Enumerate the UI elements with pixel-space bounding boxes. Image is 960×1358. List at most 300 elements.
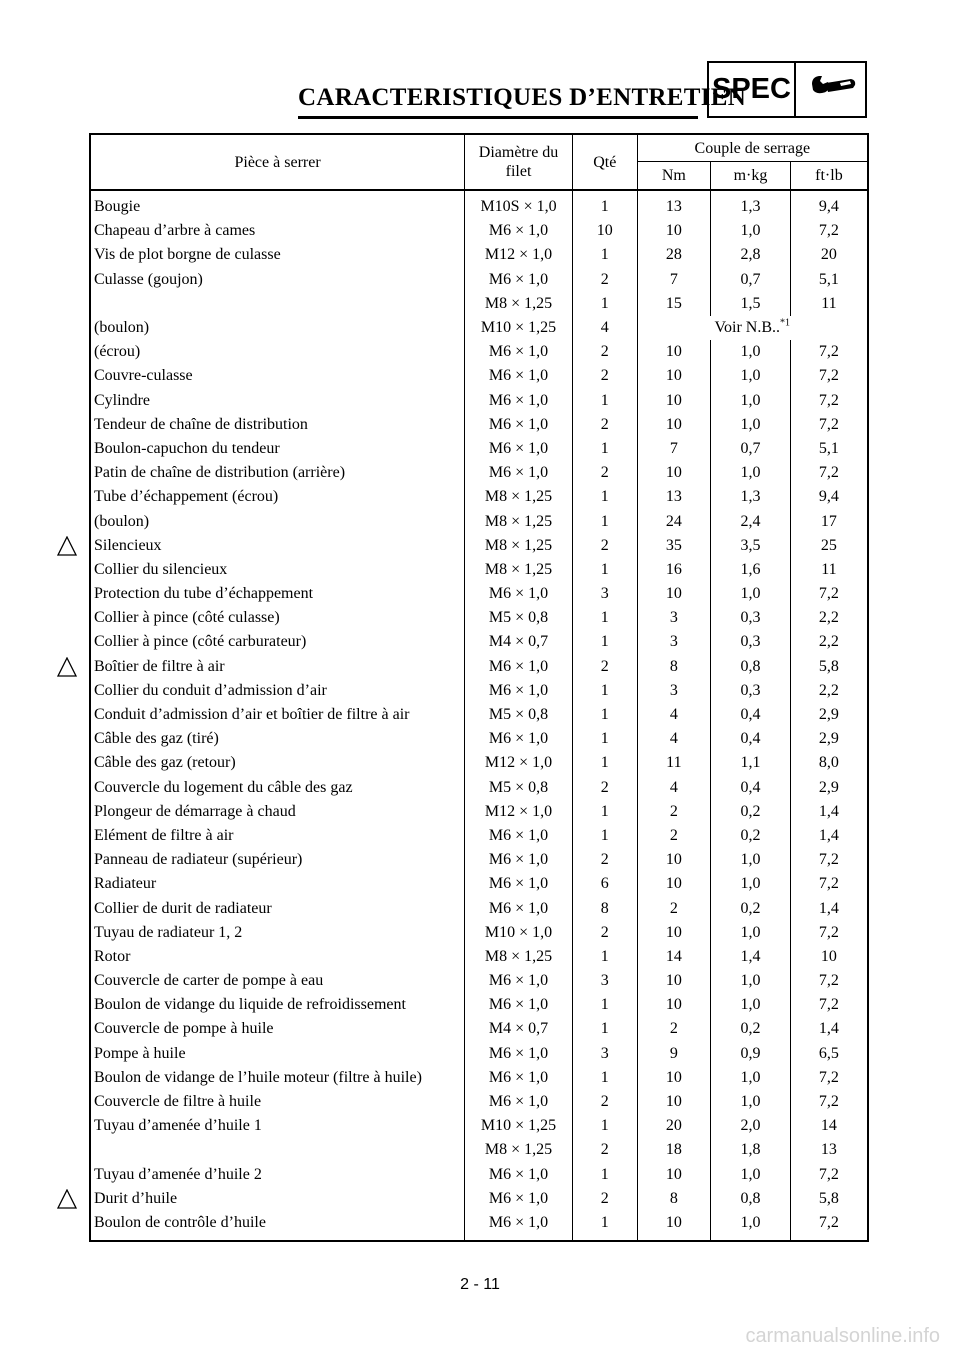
cell-ftlb: 7,2	[790, 1090, 868, 1114]
cell-part: Pompe à huile	[90, 1042, 465, 1066]
cell-nm: 3	[637, 630, 711, 654]
cell-nm: 10	[637, 1211, 711, 1241]
cell-thread: M6 × 1,0	[465, 582, 573, 606]
cell-qty: 1	[572, 389, 637, 413]
watermark: carmanualsonline.info	[745, 1325, 940, 1347]
cell-part: Boulon-capuchon du tendeur	[90, 437, 465, 461]
cell-nm: 4	[637, 776, 711, 800]
table-row	[90, 509, 868, 533]
cell-part: Collier à pince (côté carburateur)	[90, 630, 465, 654]
cell-ftlb: 13	[790, 1138, 868, 1162]
table-row	[90, 534, 868, 558]
cell-nm: 7	[637, 437, 711, 461]
cell-thread: M6 × 1,0	[465, 461, 573, 485]
cell-qty: 4	[572, 316, 637, 340]
cell-thread: M8 × 1,25	[465, 509, 573, 533]
table-row	[90, 993, 868, 1017]
torque-table	[89, 133, 869, 1242]
cell-thread: M6 × 1,0	[465, 848, 573, 872]
cell-mkg: 1,0	[711, 340, 791, 364]
table-row	[90, 776, 868, 800]
cell-ftlb: 5,1	[790, 437, 868, 461]
cell-ftlb: 9,4	[790, 485, 868, 509]
cell-ftlb: 7,2	[790, 993, 868, 1017]
cell-ftlb: 7,2	[790, 461, 868, 485]
cell-mkg: 0,2	[711, 824, 791, 848]
cell-ftlb: 17	[790, 509, 868, 533]
cell-ftlb: 2,9	[790, 703, 868, 727]
cell-mkg: 1,0	[711, 461, 791, 485]
cell-thread: M6 × 1,0	[465, 437, 573, 461]
table-row	[90, 800, 868, 824]
note-superscript: *1	[780, 317, 791, 329]
cell-part: Panneau de radiateur (supérieur)	[90, 848, 465, 872]
table-row	[90, 630, 868, 654]
cell-ftlb: 2,9	[790, 727, 868, 751]
cell-nm: 10	[637, 921, 711, 945]
cell-mkg: 1,0	[711, 389, 791, 413]
cell-mkg: 1,0	[711, 921, 791, 945]
cell-qty: 1	[572, 945, 637, 969]
cell-thread: M10 × 1,25	[465, 1114, 573, 1138]
cell-thread: M8 × 1,25	[465, 534, 573, 558]
cell-mkg: 1,8	[711, 1138, 791, 1162]
cell-ftlb: 2,9	[790, 776, 868, 800]
table-row	[90, 437, 868, 461]
cell-nm: 14	[637, 945, 711, 969]
cell-ftlb: 5,8	[790, 1187, 868, 1211]
cell-thread: M8 × 1,25	[465, 1138, 573, 1162]
cell-mkg: 2,8	[711, 243, 791, 267]
cell-mkg: 1,0	[711, 219, 791, 243]
cell-ftlb: 2,2	[790, 630, 868, 654]
cell-nm: 3	[637, 679, 711, 703]
cell-part: Boulon de vidange du liquide de refroidissement	[90, 993, 465, 1017]
cell-qty: 1	[572, 1017, 637, 1041]
cell-nm: 2	[637, 824, 711, 848]
cell-ftlb: 1,4	[790, 1017, 868, 1041]
header-part: Pièce à serrer	[90, 134, 465, 190]
cell-qty: 3	[572, 1042, 637, 1066]
cell-qty: 10	[572, 219, 637, 243]
table-row	[90, 727, 868, 751]
table-row	[90, 243, 868, 267]
cell-qty: 1	[572, 630, 637, 654]
cell-part: Radiateur	[90, 872, 465, 896]
table-row	[90, 1114, 868, 1138]
cell-qty: 2	[572, 776, 637, 800]
cell-part: Collier du conduit d’admission d’air	[90, 679, 465, 703]
cell-ftlb: 7,2	[790, 848, 868, 872]
table-row	[90, 316, 868, 340]
cell-qty: 2	[572, 1138, 637, 1162]
cell-nm: 10	[637, 340, 711, 364]
table-body	[90, 190, 868, 1241]
cell-thread: M6 × 1,0	[465, 1163, 573, 1187]
change-marker-icon	[57, 536, 77, 556]
cell-mkg: 1,4	[711, 945, 791, 969]
cell-ftlb: 7,2	[790, 1066, 868, 1090]
cell-mkg: 2,0	[711, 1114, 791, 1138]
cell-ftlb: 5,1	[790, 268, 868, 292]
cell-part: Collier du silencieux	[90, 558, 465, 582]
table-row	[90, 1187, 868, 1211]
header-ftlb: ft·lb	[790, 162, 868, 191]
cell-nm: 10	[637, 364, 711, 388]
cell-part: Protection du tube d’échappement	[90, 582, 465, 606]
cell-qty: 3	[572, 582, 637, 606]
cell-nm: 9	[637, 1042, 711, 1066]
cell-qty: 2	[572, 921, 637, 945]
cell-nm: 8	[637, 655, 711, 679]
cell-thread: M6 × 1,0	[465, 679, 573, 703]
wrench-icon	[809, 73, 857, 107]
cell-part: Boulon de vidange de l’huile moteur (filtre à huile)	[90, 1066, 465, 1090]
cell-part: Plongeur de démarrage à chaud	[90, 800, 465, 824]
cell-nm: 10	[637, 413, 711, 437]
cell-nm: 10	[637, 1163, 711, 1187]
table-row	[90, 340, 868, 364]
cell-ftlb: 7,2	[790, 872, 868, 896]
cell-qty: 1	[572, 1163, 637, 1187]
cell-part: (boulon)	[90, 316, 465, 340]
cell-ftlb: 2,2	[790, 606, 868, 630]
cell-qty: 1	[572, 243, 637, 267]
cell-thread: M12 × 1,0	[465, 751, 573, 775]
cell-qty: 2	[572, 413, 637, 437]
cell-mkg: 1,0	[711, 1090, 791, 1114]
cell-ftlb: 6,5	[790, 1042, 868, 1066]
cell-qty: 2	[572, 1187, 637, 1211]
cell-mkg: 1,0	[711, 1211, 791, 1241]
cell-thread: M6 × 1,0	[465, 993, 573, 1017]
cell-nm: 16	[637, 558, 711, 582]
cell-nm: 10	[637, 461, 711, 485]
cell-ftlb: 8,0	[790, 751, 868, 775]
cell-mkg: 1,0	[711, 969, 791, 993]
cell-nm: 2	[637, 800, 711, 824]
cell-qty: 1	[572, 509, 637, 533]
cell-ftlb: 7,2	[790, 413, 868, 437]
table-row	[90, 1017, 868, 1041]
cell-thread: M6 × 1,0	[465, 1090, 573, 1114]
note-text: Voir N.B..	[714, 319, 781, 337]
cell-nm: 10	[637, 993, 711, 1017]
cell-part: Collier de durit de radiateur	[90, 896, 465, 920]
cell-thread: M6 × 1,0	[465, 872, 573, 896]
table-row	[90, 1066, 868, 1090]
cell-mkg: 1,3	[711, 485, 791, 509]
cell-part: Vis de plot borgne de culasse	[90, 243, 465, 267]
cell-ftlb: 7,2	[790, 1211, 868, 1241]
cell-qty: 1	[572, 485, 637, 509]
cell-nm: 10	[637, 969, 711, 993]
cell-mkg: 1,0	[711, 872, 791, 896]
cell-qty: 2	[572, 340, 637, 364]
cell-part: Couvre-culasse	[90, 364, 465, 388]
cell-qty: 1	[572, 800, 637, 824]
cell-nm: 28	[637, 243, 711, 267]
cell-ftlb: 1,4	[790, 824, 868, 848]
cell-mkg: 0,7	[711, 268, 791, 292]
cell-thread: M6 × 1,0	[465, 824, 573, 848]
cell-part: Durit d’huile	[90, 1187, 465, 1211]
cell-ftlb: 25	[790, 534, 868, 558]
cell-ftlb: 9,4	[790, 190, 868, 219]
cell-part: Tuyau d’amenée d’huile 2	[90, 1163, 465, 1187]
cell-nm: 18	[637, 1138, 711, 1162]
cell-mkg: 0,3	[711, 630, 791, 654]
spec-label: SPEC	[712, 73, 791, 105]
cell-part	[90, 292, 465, 316]
cell-part: Bougie	[90, 190, 465, 219]
cell-ftlb: 1,4	[790, 800, 868, 824]
cell-thread: M6 × 1,0	[465, 219, 573, 243]
cell-part: Tube d’échappement (écrou)	[90, 485, 465, 509]
cell-mkg: 0,4	[711, 776, 791, 800]
cell-qty: 2	[572, 848, 637, 872]
cell-part: Culasse (goujon)	[90, 268, 465, 292]
cell-mkg: 1,0	[711, 1163, 791, 1187]
table-row	[90, 1163, 868, 1187]
cell-thread: M6 × 1,0	[465, 969, 573, 993]
cell-ftlb: 10	[790, 945, 868, 969]
cell-nm: 11	[637, 751, 711, 775]
cell-thread: M10 × 1,25	[465, 316, 573, 340]
table-row	[90, 1090, 868, 1114]
cell-nm: 35	[637, 534, 711, 558]
cell-mkg: 0,7	[711, 437, 791, 461]
cell-ftlb: 7,2	[790, 389, 868, 413]
cell-part: Couvercle de filtre à huile	[90, 1090, 465, 1114]
cell-part: Tuyau d’amenée d’huile 1	[90, 1114, 465, 1138]
cell-qty: 1	[572, 606, 637, 630]
cell-qty: 1	[572, 703, 637, 727]
cell-nm: 4	[637, 703, 711, 727]
cell-ftlb: 7,2	[790, 364, 868, 388]
cell-ftlb: 20	[790, 243, 868, 267]
cell-thread: M6 × 1,0	[465, 1187, 573, 1211]
cell-part: Cylindre	[90, 389, 465, 413]
cell-ftlb: 7,2	[790, 969, 868, 993]
cell-nm: 24	[637, 509, 711, 533]
table-row	[90, 872, 868, 896]
cell-part: Boulon de contrôle d’huile	[90, 1211, 465, 1241]
cell-ftlb: 11	[790, 558, 868, 582]
cell-thread: M6 × 1,0	[465, 340, 573, 364]
cell-qty: 2	[572, 268, 637, 292]
cell-nm: 2	[637, 1017, 711, 1041]
cell-nm: 10	[637, 872, 711, 896]
cell-note	[637, 316, 868, 340]
cell-part: Boîtier de filtre à air	[90, 655, 465, 679]
cell-thread: M10 × 1,0	[465, 921, 573, 945]
cell-ftlb: 2,2	[790, 679, 868, 703]
table-row	[90, 461, 868, 485]
cell-mkg: 1,6	[711, 558, 791, 582]
cell-thread: M8 × 1,25	[465, 558, 573, 582]
header-qty: Qté	[572, 134, 637, 190]
table-row	[90, 219, 868, 243]
cell-thread: M6 × 1,0	[465, 364, 573, 388]
change-marker-icon	[57, 657, 77, 677]
cell-thread: M4 × 0,7	[465, 630, 573, 654]
table-row	[90, 945, 868, 969]
spec-divider	[794, 63, 796, 116]
cell-qty: 1	[572, 1114, 637, 1138]
cell-thread: M6 × 1,0	[465, 1066, 573, 1090]
cell-mkg: 0,2	[711, 896, 791, 920]
cell-qty: 1	[572, 437, 637, 461]
cell-thread: M12 × 1,0	[465, 800, 573, 824]
cell-nm: 13	[637, 485, 711, 509]
cell-nm: 13	[637, 190, 711, 219]
cell-ftlb: 7,2	[790, 1163, 868, 1187]
table-row	[90, 1138, 868, 1162]
cell-thread: M6 × 1,0	[465, 1042, 573, 1066]
cell-part: Tuyau de radiateur 1, 2	[90, 921, 465, 945]
cell-ftlb: 1,4	[790, 896, 868, 920]
table-row	[90, 896, 868, 920]
cell-nm: 7	[637, 268, 711, 292]
cell-part: (écrou)	[90, 340, 465, 364]
cell-qty: 6	[572, 872, 637, 896]
cell-nm: 4	[637, 727, 711, 751]
table-row	[90, 969, 868, 993]
table-row	[90, 389, 868, 413]
cell-qty: 2	[572, 1090, 637, 1114]
cell-thread: M6 × 1,0	[465, 389, 573, 413]
header-mkg: m·kg	[711, 162, 791, 191]
table-row	[90, 751, 868, 775]
cell-part: Patin de chaîne de distribution (arrière)	[90, 461, 465, 485]
cell-nm: 10	[637, 582, 711, 606]
cell-thread: M5 × 0,8	[465, 606, 573, 630]
cell-nm: 10	[637, 848, 711, 872]
cell-mkg: 1,3	[711, 190, 791, 219]
cell-ftlb: 5,8	[790, 655, 868, 679]
cell-mkg: 1,0	[711, 993, 791, 1017]
cell-part: Rotor	[90, 945, 465, 969]
cell-ftlb: 7,2	[790, 219, 868, 243]
cell-qty: 1	[572, 824, 637, 848]
cell-mkg: 0,2	[711, 1017, 791, 1041]
cell-thread: M12 × 1,0	[465, 243, 573, 267]
table-row	[90, 190, 868, 219]
cell-mkg: 1,0	[711, 364, 791, 388]
table-row	[90, 679, 868, 703]
cell-mkg: 0,4	[711, 727, 791, 751]
header-torque: Couple de serrage	[637, 134, 868, 162]
cell-qty: 1	[572, 190, 637, 219]
cell-mkg: 1,0	[711, 413, 791, 437]
cell-mkg: 1,1	[711, 751, 791, 775]
cell-qty: 1	[572, 1211, 637, 1241]
cell-part: Câble des gaz (retour)	[90, 751, 465, 775]
cell-nm: 10	[637, 219, 711, 243]
table-row	[90, 485, 868, 509]
cell-qty: 2	[572, 461, 637, 485]
cell-part: Conduit d’admission d’air et boîtier de filtre à air	[90, 703, 465, 727]
table-row	[90, 292, 868, 316]
cell-part: Couvercle de carter de pompe à eau	[90, 969, 465, 993]
header-rule	[298, 116, 698, 119]
table-row	[90, 558, 868, 582]
table-row	[90, 921, 868, 945]
table-row	[90, 824, 868, 848]
table-row	[90, 1211, 868, 1241]
cell-qty: 1	[572, 292, 637, 316]
table-row	[90, 582, 868, 606]
cell-thread: M8 × 1,25	[465, 485, 573, 509]
cell-thread: M6 × 1,0	[465, 655, 573, 679]
cell-qty: 2	[572, 655, 637, 679]
header-thread: Diamètre du filet	[465, 134, 573, 190]
cell-mkg: 1,0	[711, 582, 791, 606]
cell-nm: 10	[637, 1090, 711, 1114]
cell-nm: 20	[637, 1114, 711, 1138]
cell-thread: M10S × 1,0	[465, 190, 573, 219]
cell-thread: M5 × 0,8	[465, 776, 573, 800]
header-nm: Nm	[637, 162, 711, 191]
cell-mkg: 0,8	[711, 1187, 791, 1211]
cell-qty: 1	[572, 751, 637, 775]
cell-nm: 10	[637, 1066, 711, 1090]
cell-qty: 1	[572, 679, 637, 703]
cell-qty: 1	[572, 993, 637, 1017]
cell-part	[90, 1138, 465, 1162]
table-row	[90, 413, 868, 437]
cell-thread: M6 × 1,0	[465, 727, 573, 751]
cell-ftlb: 7,2	[790, 340, 868, 364]
cell-mkg: 0,2	[711, 800, 791, 824]
page-number: 2 - 11	[460, 1276, 500, 1293]
cell-thread: M6 × 1,0	[465, 413, 573, 437]
cell-qty: 1	[572, 558, 637, 582]
cell-thread: M8 × 1,25	[465, 945, 573, 969]
cell-mkg: 3,5	[711, 534, 791, 558]
cell-ftlb: 7,2	[790, 582, 868, 606]
cell-mkg: 1,0	[711, 1066, 791, 1090]
cell-nm: 8	[637, 1187, 711, 1211]
cell-mkg: 0,3	[711, 679, 791, 703]
cell-thread: M5 × 0,8	[465, 703, 573, 727]
cell-mkg: 0,4	[711, 703, 791, 727]
cell-qty: 8	[572, 896, 637, 920]
cell-thread: M4 × 0,7	[465, 1017, 573, 1041]
cell-ftlb: 11	[790, 292, 868, 316]
table-row	[90, 364, 868, 388]
cell-part: Câble des gaz (tiré)	[90, 727, 465, 751]
cell-nm: 3	[637, 606, 711, 630]
cell-part: Couvercle du logement du câble des gaz	[90, 776, 465, 800]
cell-qty: 1	[572, 1066, 637, 1090]
cell-qty: 3	[572, 969, 637, 993]
cell-mkg: 0,3	[711, 606, 791, 630]
change-marker-icon	[57, 1189, 77, 1209]
cell-nm: 10	[637, 389, 711, 413]
cell-thread: M8 × 1,25	[465, 292, 573, 316]
cell-nm: 15	[637, 292, 711, 316]
table-row	[90, 655, 868, 679]
header-title: CARACTERISTIQUES D’ENTRETIEN	[298, 84, 747, 111]
cell-part: Chapeau d’arbre à cames	[90, 219, 465, 243]
cell-part: Tendeur de chaîne de distribution	[90, 413, 465, 437]
cell-part: (boulon)	[90, 509, 465, 533]
cell-mkg: 0,8	[711, 655, 791, 679]
table-row	[90, 703, 868, 727]
spec-badge	[707, 61, 867, 118]
